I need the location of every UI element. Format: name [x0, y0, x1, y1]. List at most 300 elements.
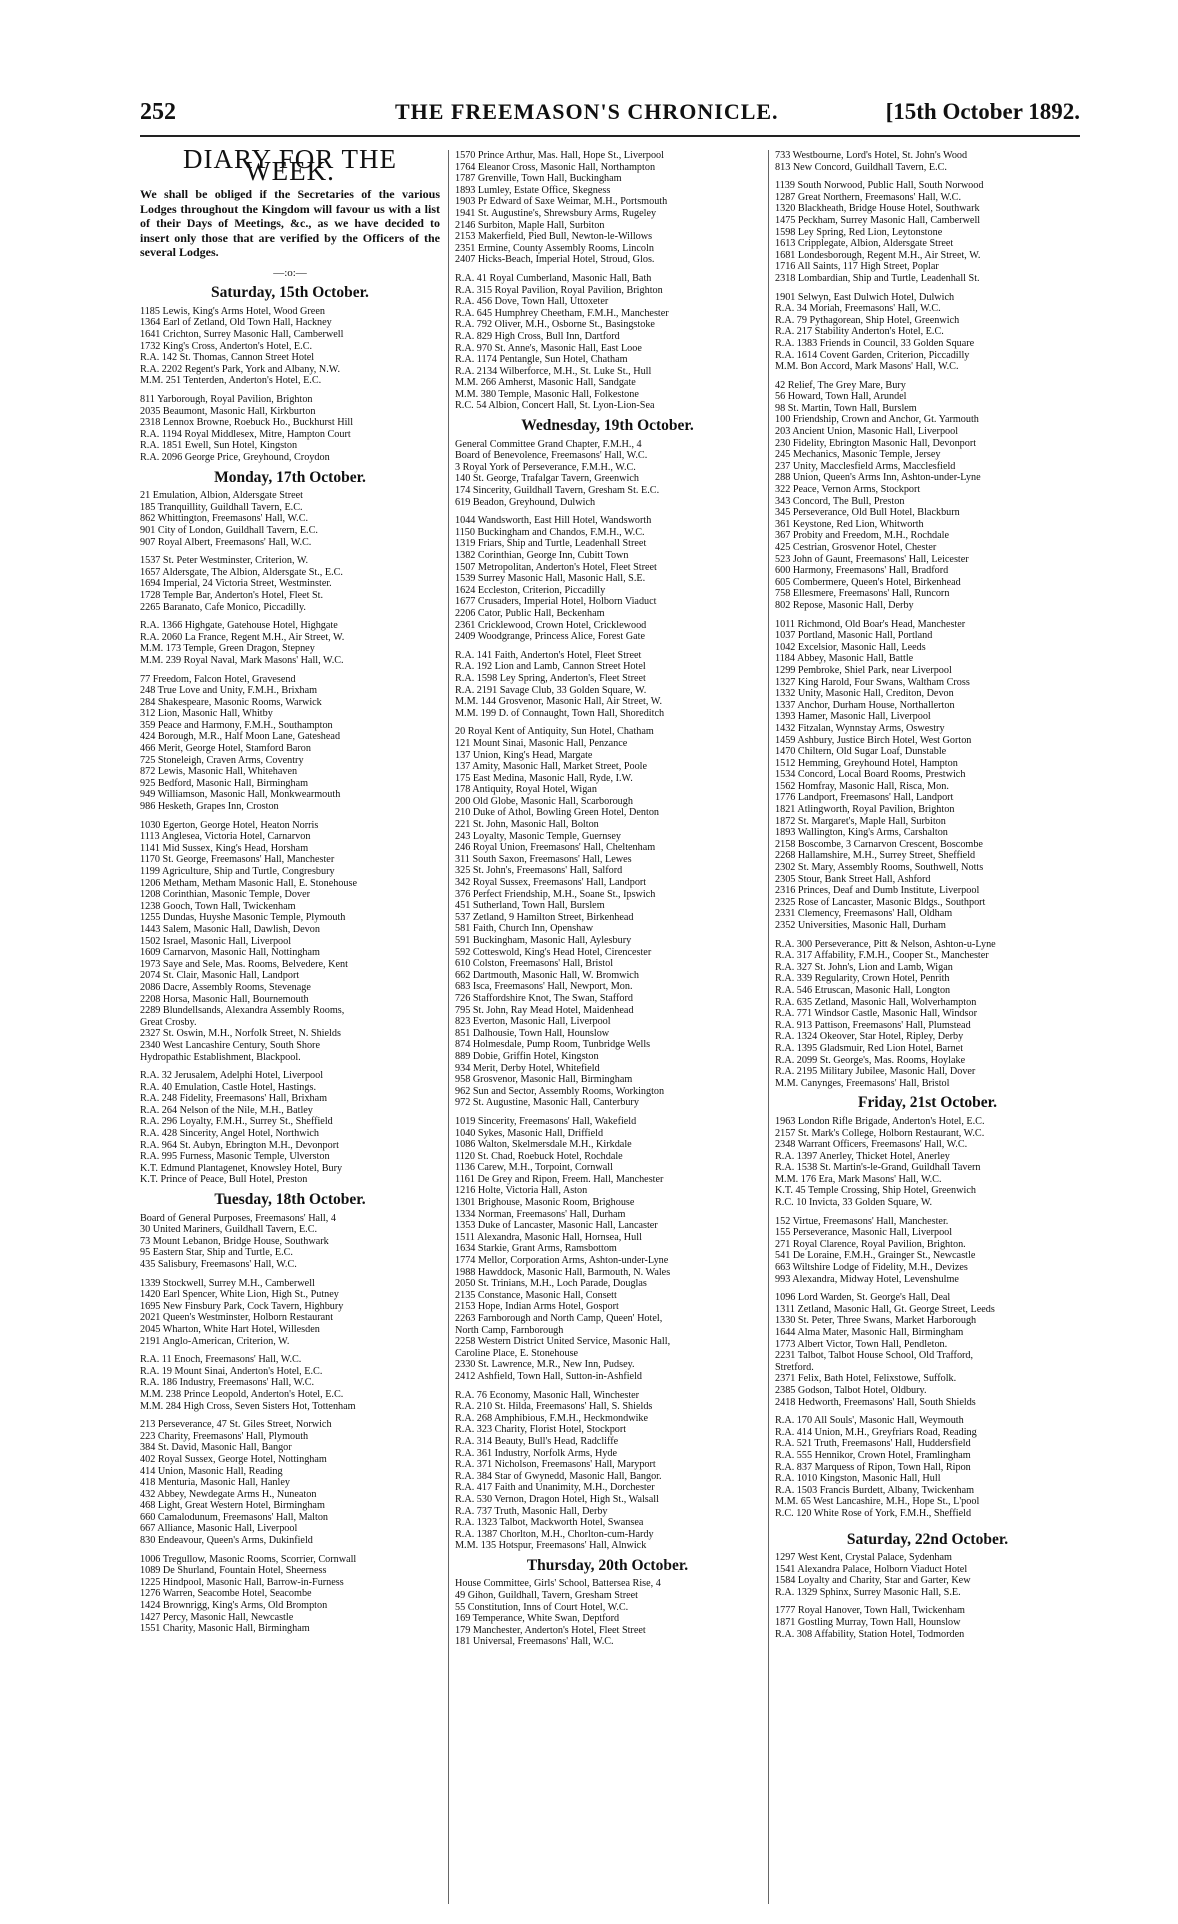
lodge-entry: 1443 Salem, Masonic Hall, Dawlish, Devon: [140, 923, 320, 935]
lodge-entry: R.A. 645 Humphrey Cheetham, F.M.H., Manchester: [455, 307, 669, 319]
lodge-entry: 402 Royal Sussex, George Hotel, Nottingham: [140, 1453, 327, 1465]
lodge-entry: 1644 Alma Mater, Masonic Hall, Birmingham: [775, 1327, 964, 1338]
lodge-entry: R.A. 2195 Military Jubilee, Masonic Hall, Dover: [775, 1066, 976, 1078]
lodge-entry: 376 Perfect Friendship, M.H., Soane St., Ipswich: [455, 888, 656, 900]
lodge-entry: R.A. 555 Hennikor, Crown Hotel, Framlingham: [775, 1449, 971, 1461]
lodge-entry: M.M. 251 Tenterden, Anderton's Hotel, E.C.: [140, 375, 322, 387]
lodge-entry: 811 Yarborough, Royal Pavilion, Brighton: [140, 394, 313, 406]
lodge-entry: 1901 Selwyn, East Dulwich Hotel, Dulwich: [775, 291, 955, 303]
lodge-entry: R.A. 1538 St. Martin's-le-Grand, Guildhall Tavern: [775, 1162, 981, 1174]
lodge-entry: R.A. 837 Marquess of Ripon, Town Hall, Ripon: [775, 1461, 971, 1473]
lodge-entry: 581 Faith, Church Inn, Openshaw: [455, 923, 594, 935]
lodge-entry: 1320 Blackheath, Bridge House Hotel, Southwark: [775, 203, 980, 215]
group-gap: [775, 373, 1080, 380]
lodge-entry: 1893 Wallington, King's Arms, Carshalton: [775, 827, 948, 839]
lodge-entry: 1584 Loyalty and Charity, Star and Garter, Kew: [775, 1575, 971, 1587]
lodge-entry: R.A. 1397 Anerley, Thicket Hotel, Anerley: [775, 1150, 950, 1162]
lodge-entry: House Committee, Girls' School, Battersea Rise, 4: [455, 1578, 661, 1590]
lodge-entry: 2412 Ashfield, Town Hall, Sutton-in-Ashfield: [455, 1370, 642, 1382]
lodge-entry: 2305 Stour, Bank Street Hall, Ashford: [775, 873, 931, 885]
lodge-entry: 325 St. John's, Freemasons' Hall, Salford: [455, 865, 623, 877]
lodge-entry: 934 Merit, Derby Hotel, Whitefield: [455, 1062, 600, 1074]
lodge-entry: R.A. 11 Enoch, Freemasons' Hall, W.C.: [140, 1354, 302, 1366]
lodge-entry: 2302 St. Mary, Assembly Rooms, Southwell, Notts: [775, 862, 984, 874]
lodge-entry: 1973 Saye and Sele, Mas. Rooms, Belvedere, Kent: [140, 958, 348, 970]
lodge-entry: 1562 Homfray, Masonic Hall, Risca, Mon.: [775, 780, 949, 792]
lodge-entry: 42 Relief, The Grey Mare, Bury: [775, 379, 906, 391]
lodge-entry: R.A. 1395 Gladsmuir, Red Lion Hotel, Barnet: [775, 1042, 964, 1054]
group-gap: [140, 613, 440, 620]
lodge-entry: 2265 Baranato, Cafe Monico, Piccadilly.: [140, 601, 306, 613]
lodge-entry: 2157 St. Mark's College, Holborn Restaurant, W.C.: [775, 1127, 985, 1139]
lodge-entry: 1459 Ashbury, Justice Birch Hotel, West Gorton: [775, 734, 972, 746]
lodge-entry: 591 Buckingham, Masonic Hall, Aylesbury: [455, 935, 632, 946]
intro-paragraph: We shall be obliged if the Secretaries of the various Lodges throughout the Kingdom will favour us with a list of their Days of Meetings, &c., as we have decided to insert only those that are verified by the Officers of the several Lodges.: [140, 187, 440, 260]
column-2-listings: [455, 150, 760, 1648]
lodge-entry: R.A. 1503 Francis Burdett, Albany, Twickenham: [775, 1484, 975, 1496]
lodge-entry: 1694 Imperial, 24 Victoria Street, Westminster.: [140, 578, 332, 590]
lodge-entry: 1732 King's Cross, Anderton's Hotel, E.C.: [140, 340, 313, 352]
lodge-entry: 221 St. John, Masonic Hall, Bolton: [455, 819, 599, 831]
lodge-entry: 1297 West Kent, Crystal Palace, Sydenham: [775, 1552, 952, 1564]
lodge-entry: 2086 Dacre, Assembly Rooms, Stevenage: [140, 981, 311, 993]
lodge-entry: R.A. 384 Star of Gwynedd, Masonic Hall, Bangor.: [455, 1470, 662, 1482]
lodge-entry: 2050 St. Trinians, M.H., Loch Parade, Douglas: [455, 1278, 647, 1290]
lodge-entry: 2231 Talbot, Talbot House School, Old Trafford,: [775, 1350, 974, 1362]
lodge-entry: R.A. 1329 Sphinx, Surrey Masonic Hall, S.E.: [775, 1586, 961, 1598]
group-gap: [455, 266, 760, 273]
lodge-entry: 3 Royal York of Perseverance, F.M.H., W.C.: [455, 461, 636, 473]
lodge-entry: 1893 Lumley, Estate Office, Skegness: [455, 184, 611, 196]
lodge-entry: R.A. 964 St. Aubyn, Ebrington M.H., Devonport: [140, 1139, 339, 1151]
lodge-entry: 384 St. David, Masonic Hall, Bangor: [140, 1442, 292, 1454]
lodge-entry: 2146 Surbiton, Maple Hall, Surbiton: [455, 219, 605, 231]
lodge-entry: 137 Union, King's Head, Margate: [455, 749, 593, 761]
lodge-entry: 1963 London Rifle Brigade, Anderton's Hotel, E.C.: [775, 1115, 985, 1127]
lodge-entry: 1184 Abbey, Masonic Hall, Battle: [775, 653, 914, 665]
lodge-entry: 1301 Brighouse, Masonic Room, Brighouse: [455, 1197, 635, 1209]
lodge-entry: R.A. 771 Windsor Castle, Masonic Hall, Windsor: [775, 1008, 977, 1020]
lodge-entry: 367 Probity and Freedom, M.H., Rochdale: [775, 530, 950, 542]
lodge-entry: 432 Abbey, Newdegate Arms H., Nuneaton: [140, 1488, 317, 1500]
lodge-entry: R.A. 1366 Highgate, Gatehouse Hotel, Highgate: [140, 620, 338, 632]
lodge-entry: 1040 Sykes, Masonic Hall, Driffield: [455, 1127, 604, 1139]
lodge-entry: 993 Alexandra, Midway Hotel, Levenshulme: [775, 1273, 959, 1285]
page-number: 252: [140, 99, 176, 125]
lodge-entry: 795 St. John, Ray Mead Hotel, Maidenhead: [455, 1004, 634, 1016]
group-gap: [140, 813, 440, 820]
lodge-entry: 2263 Farnborough and North Camp, Queen' Hotel,: [455, 1313, 663, 1324]
lodge-entry: 200 Old Globe, Masonic Hall, Scarborough: [455, 795, 633, 807]
lodge-entry: 2021 Queen's Westminster, Holborn Restaurant: [140, 1312, 334, 1324]
lodge-entry: 2351 Ermine, County Assembly Rooms, Lincoln: [455, 242, 654, 254]
diary-title: DIARY FOR THE WEEK.: [182, 144, 398, 186]
lodge-entry: 2158 Boscombe, 3 Carnarvon Crescent, Boscombe: [775, 838, 983, 850]
lodge-entry: North Camp, Farnborough: [455, 1324, 564, 1336]
group-gap: [455, 1109, 760, 1116]
lodge-entry: 1382 Corinthian, George Inn, Cubitt Town: [455, 550, 629, 561]
lodge-entry: 1872 St. Margaret's, Maple Hall, Surbiton: [775, 815, 946, 827]
lodge-entry: R.A. 361 Industry, Norfolk Arms, Hyde: [455, 1447, 618, 1459]
lodge-entry: 435 Salisbury, Freemasons' Hall, W.C.: [140, 1259, 297, 1270]
lodge-entry: R.A. 141 Faith, Anderton's Hotel, Fleet Street: [455, 649, 642, 661]
lodge-entry: 1598 Ley Spring, Red Lion, Leytonstone: [775, 226, 943, 238]
lodge-entry: 1141 Mid Sussex, King's Head, Horsham: [140, 842, 309, 854]
lodge-entry: 1470 Chiltern, Old Sugar Loaf, Dunstable: [775, 746, 947, 758]
lodge-entry: R.A. 456 Dove, Town Hall, Uttoxeter: [455, 296, 609, 308]
lodge-entry: 1551 Charity, Masonic Hall, Birmingham: [140, 1623, 310, 1635]
lodge-entry: 245 Mechanics, Masonic Temple, Jersey: [775, 449, 941, 461]
lodge-entry: 1537 St. Peter Westminster, Criterion, W.: [140, 555, 309, 567]
lodge-entry: R.A. 1387 Chorlton, M.H., Chorlton-cum-Hardy: [455, 1528, 654, 1540]
lodge-entry: 683 Isca, Freemasons' Hall, Newport, Mon.: [455, 981, 633, 993]
lodge-entry: 872 Lewis, Masonic Hall, Whitehaven: [140, 766, 298, 778]
lodge-entry: R.A. 268 Amphibious, F.M.H., Heckmondwike: [455, 1412, 649, 1424]
lodge-entry: 137 Amity, Masonic Hall, Market Street, Poole: [455, 761, 648, 773]
lodge-entry: K.T. 45 Temple Crossing, Ship Hotel, Greenwich: [775, 1185, 976, 1197]
lodge-entry: 1988 Hawddock, Masonic Hall, Barmouth, N. Wales: [455, 1266, 671, 1278]
lodge-entry: 418 Menturia, Masonic Hall, Hanley: [140, 1477, 290, 1489]
lodge-entry: M.M. 284 High Cross, Seven Sisters Hot, Tottenham: [140, 1400, 356, 1412]
lodge-entry: 1276 Warren, Seacombe Hotel, Seacombe: [140, 1588, 312, 1600]
lodge-entry: M.M. Bon Accord, Mark Masons' Hall, W.C.: [775, 361, 959, 373]
lodge-entry: 1337 Anchor, Durham House, Northallerton: [775, 699, 955, 711]
lodge-entry: R.A. 1323 Talbot, Mackworth Hotel, Swansea: [455, 1517, 644, 1529]
lodge-entry: 2330 St. Lawrence, M.R., New Inn, Pudsey.: [455, 1359, 635, 1371]
group-gap: [455, 508, 760, 515]
lodge-entry: 2331 Clemency, Freemasons' Hall, Oldham: [775, 908, 953, 920]
lodge-entry: 155 Perseverance, Masonic Hall, Liverpool: [775, 1227, 953, 1239]
lodge-entry: R.A. 248 Fidelity, Freemasons' Hall, Brixham: [140, 1093, 328, 1105]
lodge-entry: 862 Whittington, Freemasons' Hall, W.C.: [140, 513, 309, 525]
lodge-entry: R.C. 120 White Rose of York, F.M.H., Sheffield: [775, 1507, 972, 1519]
lodge-entry: 2316 Princes, Deaf and Dumb Institute, Liverpool: [775, 885, 980, 897]
lodge-entry: 2191 Anglo-American, Criterion, W.: [140, 1335, 290, 1347]
lodge-entry: 2348 Warrant Officers, Freemasons' Hall, W.C.: [775, 1139, 968, 1151]
lodge-entry: General Committee Grand Chapter, F.M.H., 4: [455, 438, 642, 450]
lodge-entry: 962 Sun and Sector, Assembly Rooms, Workington: [455, 1085, 665, 1097]
lodge-entry: 2258 Western District United Service, Masonic Hall,: [455, 1336, 671, 1348]
lodge-entry: 1777 Royal Hanover, Town Hall, Twickenham: [775, 1605, 965, 1617]
lodge-entry: 246 Royal Union, Freemasons' Hall, Cheltenham: [455, 842, 656, 854]
group-gap: [140, 1347, 440, 1354]
lodge-entry: 2409 Woodgrange, Princess Alice, Forest Gate: [455, 631, 645, 643]
lodge-entry: R.A. 296 Loyalty, F.M.H., Surrey St., Sheffield: [140, 1116, 333, 1128]
lodge-entry: 619 Beadon, Greyhound, Dulwich: [455, 496, 596, 508]
lodge-entry: 56 Howard, Town Hall, Arundel: [775, 391, 907, 403]
lodge-entry: 1787 Grenville, Town Hall, Buckingham: [455, 173, 622, 185]
lodge-entry: M.M. 380 Temple, Masonic Hall, Folkestone: [455, 388, 639, 400]
lodge-entry: 851 Dalhousie, Town Hall, Hounslow: [455, 1027, 610, 1039]
lodge-entry: 271 Royal Clarence, Royal Pavilion, Brighton.: [775, 1238, 966, 1250]
lodge-entry: 592 Cotteswold, King's Head Hotel, Cirencester: [455, 946, 652, 958]
lodge-entry: R.A. 2191 Savage Club, 33 Golden Square, W.: [455, 684, 647, 696]
lodge-entry: R.A. 995 Furness, Masonic Temple, Ulverston: [140, 1151, 330, 1163]
lodge-entry: 2352 Universities, Masonic Hall, Durham: [775, 920, 946, 931]
lodge-entry: 49 Gihon, Guildhall, Tavern, Gresham Street: [455, 1590, 639, 1602]
group-gap: [775, 285, 1080, 292]
lodge-entry: 2340 West Lancashire Century, South Shore: [140, 1039, 320, 1051]
group-gap: [775, 173, 1080, 180]
lodge-entry: 2045 Wharton, White Hart Hotel, Willesden: [140, 1323, 320, 1335]
lodge-entry: 1541 Alexandra Palace, Holborn Viaduct Hotel: [775, 1563, 968, 1575]
lodge-entry: 77 Freedom, Falcon Hotel, Gravesend: [140, 673, 296, 685]
lodge-entry: R.A. 1194 Royal Middlesex, Mitre, Hampton Court: [140, 428, 351, 440]
lodge-entry: R.A. 2202 Regent's Park, York and Albany, N.W.: [140, 363, 341, 375]
lodge-entry: 230 Fidelity, Ebrington Masonic Hall, Devonport: [775, 437, 977, 449]
lodge-entry: 1634 Starkie, Grant Arms, Ramsbottom: [455, 1243, 617, 1255]
lodge-entry: 1512 Hemming, Greyhound Hotel, Hampton: [775, 757, 958, 769]
lodge-entry: R.A. 34 Moriah, Freemasons' Hall, W.C.: [775, 303, 941, 315]
lodge-entry: R.A. 1174 Pentangle, Sun Hotel, Chatham: [455, 354, 628, 366]
lodge-entry: 1534 Concord, Local Board Rooms, Prestwich: [775, 769, 966, 781]
column-3: [775, 150, 1080, 1904]
lodge-entry: 152 Virtue, Freemasons' Hall, Manchester.: [775, 1215, 949, 1227]
lodge-entry: 949 Williamson, Masonic Hall, Monkwearmouth: [140, 789, 341, 801]
group-gap: [140, 548, 440, 555]
lodge-entry: Board of Benevolence, Freemasons' Hall, W.C.: [455, 450, 648, 462]
lodge-entry: 30 United Mariners, Guildhall Tavern, E.C.: [140, 1224, 318, 1236]
page-header: [140, 95, 1080, 137]
lodge-entry: 425 Cestrian, Grosvenor Hotel, Chester: [775, 542, 937, 553]
group-gap: [775, 1408, 1080, 1415]
lodge-entry: R.A. 192 Lion and Lamb, Cannon Street Hotel: [455, 661, 646, 673]
lodge-entry: 663 Wiltshire Lodge of Fidelity, M.H., Devizes: [775, 1262, 968, 1274]
lodge-entry: 2206 Cator, Public Hall, Beckenham: [455, 607, 605, 619]
lodge-entry: 1185 Lewis, King's Arms Hotel, Wood Green: [140, 305, 325, 317]
lodge-entry: R.A. 1598 Ley Spring, Anderton's, Fleet Street: [455, 672, 646, 684]
lodge-entry: 1432 Fitzalan, Wynnstay Arms, Oswestry: [775, 722, 945, 734]
lodge-entry: 1113 Anglesea, Victoria Hotel, Carnarvon: [140, 831, 311, 843]
lodge-entry: 359 Peace and Harmony, F.M.H., Southampton: [140, 719, 333, 731]
lodge-entry: R.A. 210 St. Hilda, Freemasons' Hall, S. Shields: [455, 1401, 653, 1413]
lodge-entry: 312 Lion, Masonic Hall, Whitby: [140, 708, 273, 720]
lodge-entry: 95 Eastern Star, Ship and Turtle, E.C.: [140, 1247, 293, 1259]
lodge-entry: 2153 Hope, Indian Arms Hotel, Gosport: [455, 1301, 619, 1313]
lodge-entry: R.A. 1010 Kingston, Masonic Hall, Hull: [775, 1473, 941, 1485]
lodge-entry: 361 Keystone, Red Lion, Whitworth: [775, 518, 924, 530]
lodge-entry: 1037 Portland, Masonic Hall, Portland: [775, 630, 933, 642]
lodge-entry: 1150 Buckingham and Chandos, F.M.H., W.C.: [455, 526, 645, 538]
lodge-entry: R.A. 371 Nicholson, Freemasons' Hall, Maryport: [455, 1459, 656, 1471]
lodge-entry: 1941 St. Augustine's, Shrewsbury Arms, Rugeley: [455, 207, 657, 219]
lodge-entry: M.M. 65 West Lancashire, M.H., Hope St., L'pool: [775, 1496, 980, 1508]
lodge-entry: 1161 De Grey and Ripon, Freem. Hall, Manchester: [455, 1173, 664, 1185]
lodge-entry: 830 Endeavour, Queen's Arms, Dukinfield: [140, 1535, 313, 1547]
lodge-entry: R.A. 79 Pythagorean, Ship Hotel, Greenwich: [775, 314, 960, 326]
lodge-entry: 1225 Hindpool, Masonic Hall, Barrow-in-Furness: [140, 1576, 344, 1588]
lodge-entry: 174 Sincerity, Guildhall Tavern, Gresham St. E.C.: [455, 485, 660, 497]
lodge-entry: R.A. 2060 La France, Regent M.H., Air Street, W.: [140, 631, 345, 643]
lodge-entry: 284 Shakespeare, Masonic Rooms, Warwick: [140, 696, 322, 708]
lodge-entry: 181 Universal, Freemasons' Hall, W.C.: [455, 1636, 614, 1648]
lodge-entry: 523 John of Gaunt, Freemasons' Hall, Leicester: [775, 553, 969, 565]
day-heading: Saturday, 15th October.: [211, 284, 369, 302]
lodge-entry: R.A. 314 Beauty, Bull's Head, Radcliffe: [455, 1435, 619, 1447]
lodge-entry: 2371 Felix, Bath Hotel, Felixstowe, Suffolk.: [775, 1373, 957, 1385]
lodge-entry: 758 Ellesmere, Freemasons' Hall, Runcorn: [775, 588, 950, 600]
lodge-entry: 1776 Landport, Freemasons' Hall, Landport: [775, 792, 954, 804]
lodge-entry: 1096 Lord Warden, St. George's Hall, Deal: [775, 1292, 951, 1304]
lodge-entry: 343 Concord, The Bull, Preston: [775, 495, 905, 507]
column-rule: [448, 150, 449, 1904]
day-heading: Friday, 21st October.: [858, 1094, 997, 1112]
lodge-entry: 2325 Rose of Lancaster, Masonic Bldgs., Southport: [775, 896, 986, 908]
group-gap: [140, 1271, 440, 1278]
group-gap: [455, 643, 760, 650]
lodge-entry: 662 Dartmouth, Masonic Hall, W. Bromwich: [455, 969, 639, 981]
lodge-entry: K.T. Edmund Plantagenet, Knowsley Hotel, Bury: [140, 1162, 343, 1174]
lodge-entry: 414 Union, Masonic Hall, Reading: [140, 1465, 283, 1477]
lodge-entry: R.A. 428 Sincerity, Angel Hotel, Northwich: [140, 1128, 320, 1140]
lodge-entry: 248 True Love and Unity, F.M.H., Brixham: [140, 685, 318, 697]
lodge-entry: R.A. 417 Faith and Unanimity, M.H., Dorchester: [455, 1482, 655, 1494]
lodge-entry: 1311 Zetland, Masonic Hall, Gt. George Street, Leeds: [775, 1303, 995, 1315]
lodge-entry: M.M. 239 Royal Naval, Mark Masons' Hall, W.C.: [140, 654, 344, 666]
lodge-entry: M.M. 135 Hotspur, Freemasons' Hall, Alnwick: [455, 1540, 647, 1552]
lodge-entry: 541 De Loraine, F.M.H., Grainger St., Newcastle: [775, 1250, 976, 1262]
day-heading: Monday, 17th October.: [214, 468, 366, 486]
lodge-entry: 733 Westbourne, Lord's Hotel, St. John's Wood: [775, 150, 968, 161]
lodge-entry: R.A. 19 Mount Sinai, Anderton's Hotel, E.C.: [140, 1365, 323, 1377]
lodge-entry: 73 Mount Lebanon, Bridge House, Southwark: [140, 1235, 329, 1247]
lodge-entry: 121 Mount Sinai, Masonic Hall, Penzance: [455, 737, 628, 749]
lodge-entry: R.A. 323 Charity, Florist Hotel, Stockport: [455, 1424, 627, 1436]
lodge-entry: 185 Tranquillity, Guildhall Tavern, E.C.: [140, 501, 303, 513]
lodge-entry: 667 Alliance, Masonic Hall, Liverpool: [140, 1523, 298, 1535]
lodge-entry: 1624 Eccleston, Criterion, Piccadilly: [455, 584, 606, 596]
column-2: [455, 150, 760, 1904]
lodge-entry: 537 Zetland, 9 Hamilton Street, Birkenhead: [455, 911, 634, 923]
lodge-entry: R.A. 1851 Ewell, Sun Hotel, Kingston: [140, 440, 298, 452]
lodge-entry: 1657 Aldersgate, The Albion, Aldersgate St., E.C.: [140, 566, 343, 578]
lodge-entry: 1613 Cripplegate, Albion, Aldersgate Street: [775, 238, 954, 250]
lodge-entry: 2153 Makerfield, Pied Bull, Newton-le-Willows: [455, 231, 653, 243]
lodge-entry: 1393 Hamer, Masonic Hall, Liverpool: [775, 711, 931, 723]
lodge-entry: 21 Emulation, Albion, Aldersgate Street: [140, 490, 303, 502]
lodge-entry: 468 Light, Great Western Hotel, Birmingham: [140, 1500, 325, 1512]
lodge-entry: 802 Repose, Masonic Hall, Derby: [775, 599, 914, 611]
lodge-entry: M.M. 238 Prince Leopold, Anderton's Hotel, E.C.: [140, 1388, 344, 1400]
column-rule: [768, 150, 769, 1904]
lodge-entry: R.A. 970 St. Anne's, Masonic Hall, East Looe: [455, 342, 642, 354]
lodge-entry: 1364 Earl of Zetland, Old Town Hall, Hackney: [140, 317, 332, 329]
lodge-entry: R.A. 913 Pattison, Freemasons' Hall, Plumstead: [775, 1019, 971, 1031]
lodge-entry: M.M. 176 Era, Mark Masons' Hall, W.C.: [775, 1173, 942, 1185]
group-gap: [455, 1383, 760, 1390]
day-heading: Tuesday, 18th October.: [214, 1191, 366, 1209]
lodge-entry: R.A. 1324 Okeover, Star Hotel, Ripley, Derby: [775, 1031, 964, 1043]
lodge-entry: Great Crosby.: [140, 1016, 197, 1028]
lodge-entry: Hydropathic Establishment, Blackpool.: [140, 1051, 301, 1063]
lodge-entry: 1677 Crusaders, Imperial Hotel, Holborn Viaduct: [455, 596, 657, 608]
lodge-entry: M.M. 199 D. of Connaught, Town Hall, Shoreditch: [455, 707, 665, 719]
lodge-entry: R.A. 76 Economy, Masonic Hall, Winchester: [455, 1389, 640, 1401]
lodge-entry: R.A. 315 Royal Pavilion, Royal Pavilion, Brighton: [455, 284, 663, 296]
group-gap: [775, 612, 1080, 619]
lodge-entry: 907 Royal Albert, Freemasons' Hall, W.C.: [140, 536, 312, 548]
lodge-entry: 1208 Corinthian, Masonic Temple, Dover: [140, 889, 310, 901]
lodge-entry: 1327 King Harold, Four Swans, Waltham Cross: [775, 676, 970, 688]
lodge-entry: 1120 St. Chad, Roebuck Hotel, Rochdale: [455, 1150, 623, 1162]
lodge-entry: 210 Duke of Athol, Bowling Green Hotel, Denton: [455, 807, 660, 819]
lodge-entry: R.A. 339 Regularity, Crown Hotel, Penrith: [775, 973, 950, 985]
lodge-entry: Caroline Place, E. Stonehouse: [455, 1347, 579, 1359]
lodge-entry: 342 Royal Sussex, Freemasons' Hall, Landport: [455, 877, 647, 889]
lodge-entry: R.A. 264 Nelson of the Nile, M.H., Batley: [140, 1104, 313, 1116]
lodge-entry: 1006 Tregullow, Masonic Rooms, Scorrier, Cornwall: [140, 1553, 357, 1565]
lodge-entry: 100 Friendship, Crown and Anchor, Gt. Yarmouth: [775, 414, 979, 426]
lodge-entry: 1339 Stockwell, Surrey M.H., Camberwell: [140, 1277, 315, 1289]
lodge-entry: 1353 Duke of Lancaster, Masonic Hall, Lancaster: [455, 1220, 658, 1232]
lodge-entry: 1287 Great Northern, Freemasons' Hall, W.C.: [775, 191, 962, 203]
lodge-entry: 1420 Earl Spencer, White Lion, High St., Putney: [140, 1289, 339, 1301]
lodge-entry: 660 Camalodunum, Freemasons' Hall, Malton: [140, 1511, 329, 1523]
lodge-entry: 1206 Metham, Metham Masonic Hall, E. Stonehouse: [140, 877, 358, 889]
lodge-entry: 889 Dobie, Griffin Hotel, Kingston: [455, 1050, 599, 1062]
group-gap: [775, 1285, 1080, 1292]
lodge-entry: R.C. 54 Albion, Concert Hall, St. Lyon-Lion-Sea: [455, 400, 655, 412]
lodge-entry: 1299 Pembroke, Shiel Park, near Liverpool: [775, 664, 952, 676]
lodge-entry: 2268 Hallamshire, M.H., Surrey Street, Sheffield: [775, 850, 976, 862]
group-gap: [455, 719, 760, 726]
lodge-entry: R.A. 414 Union, M.H., Greyfriars Road, Reading: [775, 1426, 977, 1438]
lodge-entry: 600 Harmony, Freemasons' Hall, Bradford: [775, 565, 949, 577]
lodge-entry: R.A. 300 Perseverance, Pitt & Nelson, Ashton-u-Lyne: [775, 938, 996, 950]
lodge-entry: R.A. 170 All Souls', Masonic Hall, Weymouth: [775, 1415, 964, 1427]
lodge-entry: 466 Merit, George Hotel, Stamford Baron: [140, 743, 311, 755]
lodge-entry: R.A. 327 St. John's, Lion and Lamb, Wigan: [775, 961, 953, 973]
lodge-entry: 179 Manchester, Anderton's Hotel, Fleet Street: [455, 1624, 646, 1636]
lodge-entry: R.A. 1614 Covent Garden, Criterion, Piccadilly: [775, 349, 970, 361]
lodge-entry: 1170 St. George, Freemasons' Hall, Manchester: [140, 854, 335, 866]
lodge-entry: 213 Perseverance, 47 St. Giles Street, Norwich: [140, 1419, 332, 1431]
lodge-entry: 1903 Pr Edward of Saxe Weimar, M.H., Portsmouth: [455, 196, 668, 208]
lodge-entry: 1019 Sincerity, Freemasons' Hall, Wakefield: [455, 1115, 637, 1127]
lodge-entry: R.A. 32 Jerusalem, Adelphi Hotel, Liverpool: [140, 1070, 324, 1082]
lodge-entry: 1681 Londesborough, Regent M.H., Air Street, W.: [775, 249, 981, 261]
lodge-entry: R.A. 41 Royal Cumberland, Masonic Hall, Bath: [455, 272, 652, 284]
lodge-entry: 726 Staffordshire Knot, The Swan, Stafford: [455, 992, 633, 1004]
lodge-entry: R.A. 317 Affability, F.M.H., Cooper St., Manchester: [775, 950, 989, 962]
issue-date: [15th October 1892.: [885, 99, 1080, 124]
lodge-entry: 610 Colston, Freemasons' Hall, Bristol: [455, 958, 614, 970]
lodge-entry: 1641 Crichton, Surrey Masonic Hall, Camberwell: [140, 329, 344, 341]
lodge-entry: R.A. 530 Vernon, Dragon Hotel, High St., Walsall: [455, 1493, 659, 1505]
lodge-entry: 1089 De Shurland, Fountain Hotel, Sheerness: [140, 1565, 327, 1577]
running-title: THE FREEMASON'S CHRONICLE.: [395, 99, 779, 124]
lodge-entry: R.A. 2099 St. George's, Mas. Rooms, Hoylake: [775, 1054, 966, 1066]
lodge-entry: 20 Royal Kent of Antiquity, Sun Hotel, Chatham: [455, 726, 654, 738]
lodge-entry: 1821 Atlingworth, Royal Pavilion, Brighton: [775, 804, 955, 816]
lodge-entry: 2361 Cricklewood, Crown Hotel, Cricklewood: [455, 619, 647, 631]
lodge-entry: R.A. 521 Truth, Freemasons' Hall, Huddersfield: [775, 1438, 971, 1450]
lodge-entry: M.M. 144 Grosvenor, Masonic Hall, Air Street, W.: [455, 696, 663, 708]
lodge-entry: 2035 Beaumont, Masonic Hall, Kirkburton: [140, 405, 316, 417]
lodge-entry: 1502 Israel, Masonic Hall, Liverpool: [140, 935, 292, 947]
day-heading: Wednesday, 19th October.: [521, 417, 694, 435]
lodge-entry: 1030 Egerton, George Hotel, Heaton Norris: [140, 819, 319, 831]
lodge-entry: 1139 South Norwood, Public Hall, South Norwood: [775, 180, 984, 192]
lodge-entry: 1774 Mellor, Corporation Arms, Ashton-under-Lyne: [455, 1255, 669, 1267]
lodge-entry: 1695 New Finsbury Park, Cock Tavern, Highbury: [140, 1300, 344, 1312]
group-gap: [775, 1598, 1080, 1605]
lodge-entry: 925 Bedford, Masonic Hall, Birmingham: [140, 777, 309, 789]
lodge-entry: 1507 Metropolitan, Anderton's Hotel, Fleet Street: [455, 561, 657, 573]
lodge-entry: 2407 Hicks-Beach, Imperial Hotel, Stroud, Glos.: [455, 254, 655, 266]
lodge-entry: 243 Loyalty, Masonic Temple, Guernsey: [455, 830, 621, 842]
column-1: [140, 144, 440, 1904]
